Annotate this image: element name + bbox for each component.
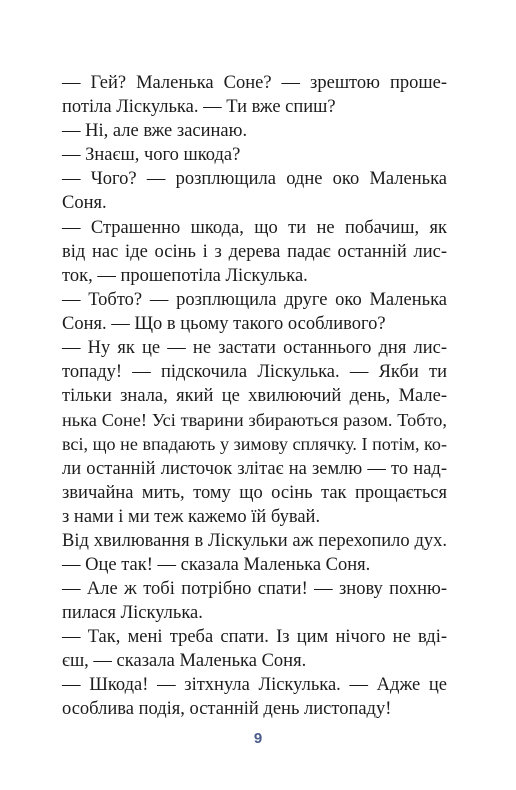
text-line: Соня. [62, 193, 107, 214]
text-line: ли останній листочок злітає на землю — то над- [62, 458, 447, 479]
text-line: звичайна мить, тому що осінь так прощається [62, 482, 447, 503]
text-line: — Чого? — розплющила одне око Маленька [62, 169, 447, 190]
text-line: потіла Ліскулька. — Ти вже спиш? [62, 97, 336, 118]
text-line: — Але ж тобі потрібно спати! — знову похню- [62, 578, 447, 599]
text-line: — Ні, але вже засинаю. [62, 121, 248, 142]
text-line: ток, — прошепотіла Ліскулька. [62, 265, 308, 286]
text-line: — Страшенно шкода, що ти не побачиш, як [62, 217, 447, 238]
story-text [62, 71, 447, 722]
text-line: — Ну як це — не застати останнього дня лис- [62, 338, 447, 359]
text-line: від нас іде осінь і з дерева падає останній лис- [62, 241, 447, 262]
text-line: Від хвилювання в Ліскульки аж перехопило дух. [62, 530, 447, 551]
text-line: — Оце так! — сказала Маленька Соня. [62, 554, 371, 575]
text-line: — Так, мені треба спати. Із цим нічого не вді- [62, 627, 447, 648]
text-line: — Знаєш, чого шкода? [62, 145, 241, 166]
text-line: — Шкода! — зітхнула Ліскулька. — Адже це [62, 675, 447, 696]
text-line: всі, що не впадають у зимову сплячку. І потім, ко- [62, 434, 447, 455]
page-number: 9 [253, 730, 263, 747]
text-line: нька Соне! Усі тварини збираються разом. Тобто, [62, 410, 447, 431]
text-line: з нами і ми теж кажемо їй бувай. [62, 506, 321, 527]
text-line: єш, — сказала Маленька Соня. [62, 651, 307, 672]
text-line: Соня. — Що в цьому такого особливого? [62, 313, 386, 334]
text-line: — Тобто? — розплющила друге око Маленька [62, 289, 447, 310]
text-line: пилася Ліскулька. [62, 603, 203, 624]
text-line: особлива подія, останній день листопаду! [62, 699, 392, 720]
text-line: топаду! — підскочила Ліскулька. — Якби ти [62, 362, 447, 383]
text-line: — Гей? Маленька Соне? — зрештою проше- [62, 73, 447, 93]
text-line: тільки знала, який це хвилюючий день, Мале- [62, 386, 447, 407]
